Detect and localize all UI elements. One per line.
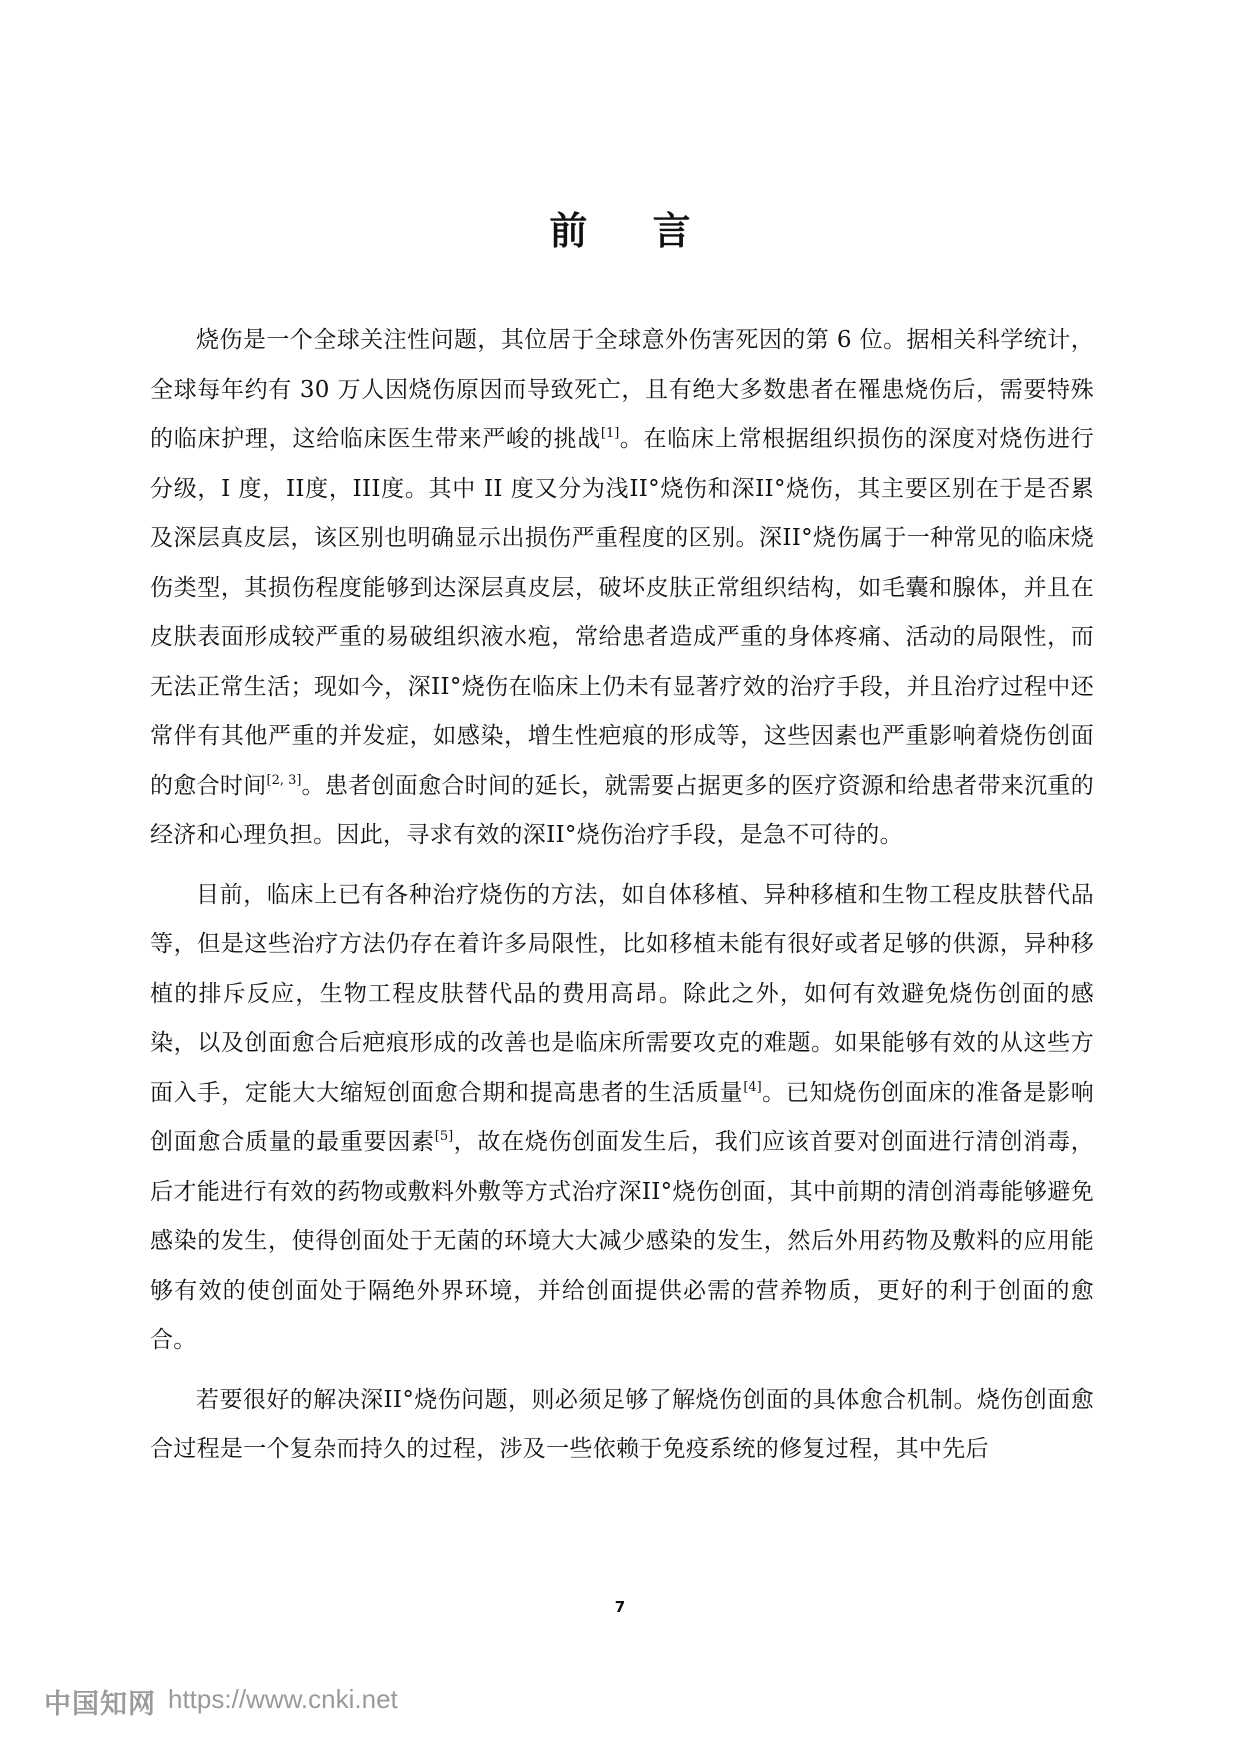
page-number: 7 (614, 1598, 626, 1616)
citation-reference: [5] (434, 1129, 454, 1144)
cnki-url-link[interactable]: https://www.cnki.net (168, 1684, 398, 1714)
body-text (150, 316, 1094, 1485)
page-title: 前 言 (549, 209, 717, 253)
paragraph-text: 若要很好的解决深II°烧伤问题，则必须足够了解烧伤创面的具体愈合机制。烧伤创面愈合过程是一个复杂而持久的过程，涉及一些依赖于免疫系统的修复过程，其中先后 (150, 1386, 1094, 1462)
paragraph-text: 。在临床上常根据组织损伤的深度对烧伤进行分级，I 度，II度，III度。其中 II 度又分为浅II°烧伤和深II°烧伤，其主要区别在于是否累及深层真皮层，该区别也明确显示出损伤严重程度的区别。深II°烧伤属于一种常见的临床烧伤类型，其损伤程度能够到达深层真皮层，破坏皮肤正常组织结构，如毛囊和腺体，并且在皮肤表面形成较严重的易破组织液水疱，常给患者造成严重的身体疼痛、活动的局限性，而无法正常生活；现如今，深II°烧伤在临床上仍未有显著疗效的治疗手段，并且治疗过程中还常伴有其他严重的并发症，如感染，增生性疤痕的形成等，这些因素也严重影响着烧伤创面的愈合时间 (150, 426, 1094, 799)
paragraph (150, 1376, 1094, 1475)
paragraph-text: 。已知烧伤创面床的准备是影响创面愈合质量的最重要因素 (150, 1079, 1095, 1155)
paragraph-text: ，故在烧伤创面发生后，我们应该首要对创面进行清创消毒，后才能进行有效的药物或敷料外敷等方式治疗深II°烧伤创面，其中前期的清创消毒能够避免感染的发生，使得创面处于无菌的环境大大减少感染的发生，然后外用药物及敷料的应用能够有效的使创面处于隔绝外界环境，并给创面提供必需的营养物质，更好的利于创面的愈合。 (150, 1129, 1094, 1353)
paragraph (150, 316, 1094, 861)
citation-reference: [4] (743, 1079, 762, 1095)
citation-reference: [2, 3] (266, 772, 302, 788)
cnki-logo: 中国知网 (44, 1689, 156, 1720)
paragraph-text: 。患者创面愈合时间的延长，就需要占据更多的医疗资源和给患者带来沉重的经济和心理负担。因此，寻求有效的深II°烧伤治疗手段，是急不可待的。 (150, 772, 1095, 848)
paragraph (150, 871, 1094, 1366)
citation-reference: [1] (600, 426, 620, 441)
paragraph-text: 烧伤是一个全球关注性问题，其位居于全球意外伤害死因的第 6 位。据相关科学统计，全球每年约有 30 万人因烧伤原因而导致死亡，且有绝大多数患者在罹患烧伤后，需要特殊的临床护理，这给临床医生带来严峻的挑战 (150, 327, 1094, 452)
paragraph-text: 目前，临床上已有各种治疗烧伤的方法，如自体移植、异种移植和生物工程皮肤替代品等，但是这些治疗方法仍存在着许多局限性，比如移植未能有很好或者足够的供源，异种移植的排斥反应，生物工程皮肤替代品的费用高昂。除此之外，如何有效避免烧伤创面的感染，以及创面愈合后疤痕形成的改善也是临床所需要攻克的难题。如果能够有效的从这些方面入手，定能大大缩短创面愈合期和提高患者的生活质量 (150, 881, 1094, 1106)
